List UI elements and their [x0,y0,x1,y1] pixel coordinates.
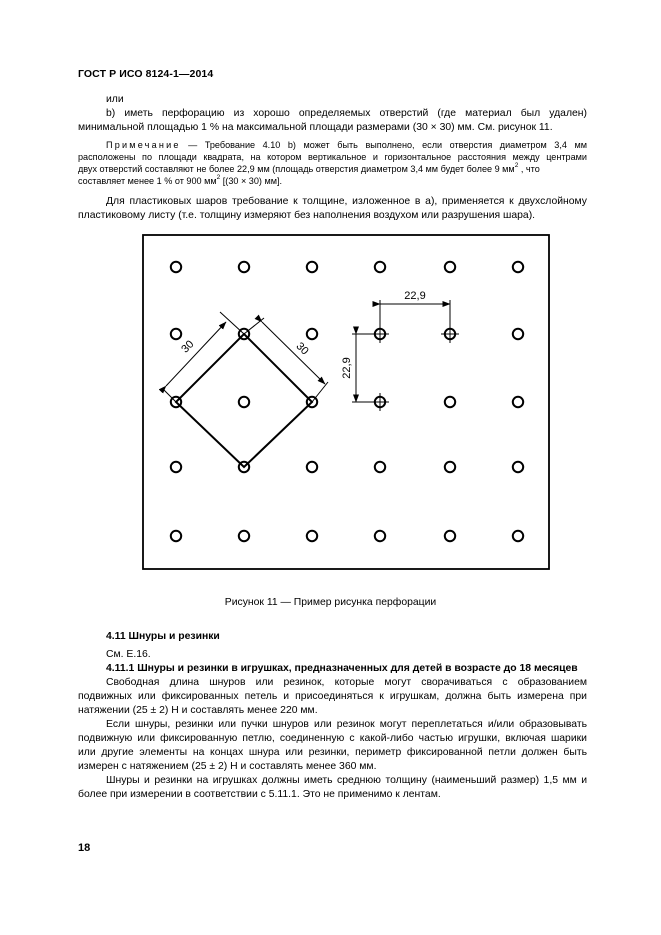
item-b-line-2: минимальной площадью 1 % на максимальной площади размерами (30 × 30) мм. См. рисунок 11. [78,122,553,133]
hole-r5-c2 [239,531,249,541]
hole-r5-c4 [375,531,385,541]
hole-r3-c2 [239,397,249,407]
see-reference: См. Е.16. [106,649,151,660]
note-line-3-superscript: 2 [514,161,519,169]
dim-right-extension-1 [244,318,264,334]
p1-line-1: Свободная длина шнуров или резинок, которые могут сворачиваться с образованием [106,677,587,688]
dim-right-extension-2 [312,382,328,402]
plastic-line-2: пластиковому листу (т.е. толщину измеряют без наполнения воздухом или разрушения шара). [78,210,536,221]
hole-r4-c4 [375,462,385,472]
hole-r4-c3 [307,462,317,472]
dim-left-extension-1 [164,390,176,402]
hole-r1-c5 [445,262,455,272]
note-line-3-text: двух отверстий составляют не более 22,9 мм (площадь отверстия диаметром 3,4 мм будет более 9 мм [78,164,515,174]
hole-r4-c5 [445,462,455,472]
p2-line-3: или другие элементы на концах шнура или резинки, периметр фиксированной петли должен быть [78,747,587,758]
hole-r2-c6 [513,329,523,339]
section-heading: 4.11 Шнуры и резинки [106,631,220,642]
hole-r2-c3 [307,329,317,339]
dim-left-line [166,322,226,386]
p1-line-2: подвижных или фиксированных петель и присоединяться к игрушкам, должна быть измерена при [78,691,587,702]
hole-r4-c6 [513,462,523,472]
note-line-1-text: — Требование 4.10 b) может быть выполнено, если отверстия диаметром 3,4 мм [180,140,587,150]
document-header: ГОСТ Р ИСО 8124-1—2014 [78,68,214,80]
note-line-4-superscript: 2 [216,173,221,181]
p2-line-4: измерен с натяжением (25 ± 2) Н и составлять менее 360 мм. [78,761,377,772]
plastic-line-1: Для пластиковых шаров требование к толщине, изложенное в а), применяется к двухслойному [106,196,587,207]
p3-line-2: более при измерении в соответствии с 5.11.1. Это не применимо к лентам. [78,789,441,800]
hole-r1-c1 [171,262,181,272]
hole-r1-c3 [307,262,317,272]
hole-r1-c6 [513,262,523,272]
dim-left-label: 30 [179,338,197,356]
hole-grid [171,262,523,541]
subsection-heading: 4.11.1 Шнуры и резинки в игрушках, предназначенных для детей в возрасте до 18 месяцев [106,663,578,674]
hole-r1-c4 [375,262,385,272]
hole-r5-c3 [307,531,317,541]
hole-r5-c5 [445,531,455,541]
or-word: или [106,94,124,105]
hole-r4-c1 [171,462,181,472]
item-b-line-1: b) иметь перфорацию из хорошо определяемых отверстий (где материал был удален) [106,108,587,119]
figure-frame [143,235,549,569]
note-label: Примечание [106,140,181,150]
p3-line-1: Шнуры и резинки на игрушках должны иметь среднюю толщину (наименьший размер) 1,5 мм и [106,775,587,786]
p2-line-2: подвижную или фиксированную петлю, соединенную с какой-либо частью игрушки, включая шарики [78,733,587,744]
note-line-4-text: составляет менее 1 % от 900 мм [78,176,217,186]
hole-r3-c6 [513,397,523,407]
hole-r3-c5 [445,397,455,407]
note-line-2: расположены по площади квадрата, на котором вертикальное и горизонтальное расстояния между центрами [78,152,587,162]
hole-r5-c1 [171,531,181,541]
dimension-diagonal-left [164,312,244,402]
p1-line-3: натяжении (25 ± 2) Н и составлять менее 220 мм. [78,705,318,716]
figure-caption: Рисунок 11 — Пример рисунка перфорации [224,597,437,608]
hole-r1-c2 [239,262,249,272]
note-line-3-tail: , что [518,164,540,174]
note-line-4-tail: [(30 × 30) мм]. [220,176,283,186]
p2-line-1: Если шнуры, резинки или пучки шнуров или резинок могут переплетаться и/или образовывать [106,719,587,730]
hole-r5-c6 [513,531,523,541]
dim-left-extension-2 [220,312,244,334]
hole-r2-c1 [171,329,181,339]
dimension-vertical [352,334,380,402]
dim-h-label: 22,9 [404,290,426,302]
page-number: 18 [78,842,91,854]
dim-right-label: 30 [293,340,311,358]
dimension-horizontal [380,300,450,333]
dim-v-label: 22,9 [341,357,353,379]
